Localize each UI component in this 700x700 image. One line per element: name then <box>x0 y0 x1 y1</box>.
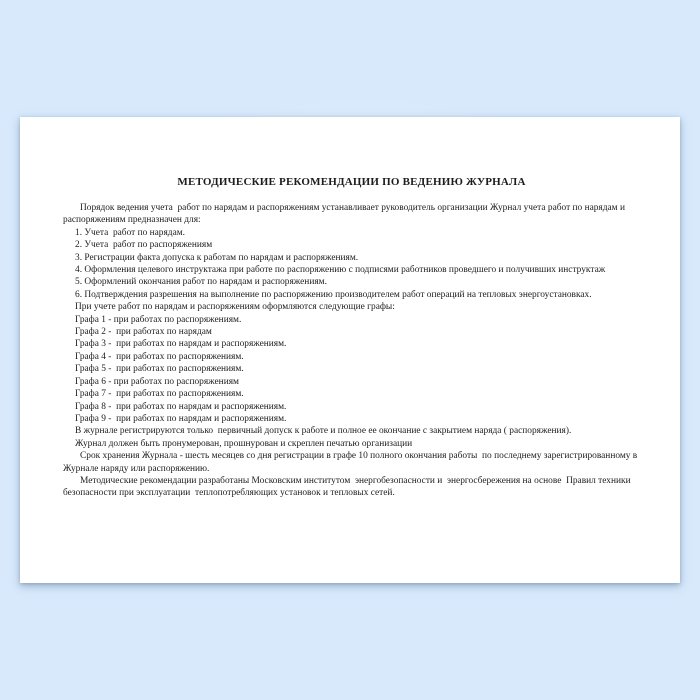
document-title: МЕТОДИЧЕСКИЕ РЕКОМЕНДАЦИИ ПО ВЕДЕНИЮ ЖУРНАЛА <box>177 176 526 188</box>
document-line: В журнале регистрируются только первичный допуск к работе и полное ее окончание с закрытием наряда ( распоряжения). <box>75 426 572 437</box>
document-body <box>63 202 640 500</box>
document-line: Порядок ведения учета работ по нарядам и распоряжениям устанавливает руководитель организации Журнал учета работ по нарядам и распоряжениям предназначен для: <box>63 203 628 226</box>
document-line: 6. Подтверждения разрешения на выполнение по распоряжению производителем работ операций на тепловых энергоустановках. <box>75 289 592 300</box>
document-line: 3. Регистрации факта допуска к работам по нарядам и распоряжениям. <box>75 252 359 263</box>
document-line: Графа 5 - при работах по распоряжениям. <box>75 364 244 375</box>
document-line: Графа 9 - при работах по нарядам и распоряжениям. <box>75 413 287 424</box>
document-line: 1. Учета работ по нарядам. <box>75 227 186 238</box>
document-line: Журнал должен быть пронумерован, прошнурован и скреплен печатью организации <box>75 438 413 449</box>
document-line: 4. Оформления целевого инструктажа при работе по распоряжению с подписями работников проведшего и получивших инструктаж <box>75 265 606 276</box>
document-line: Графа 8 - при работах по нарядам и распоряжениям. <box>75 401 287 412</box>
document-line: Графа 4 - при работах по распоряжениям. <box>75 351 244 362</box>
document-page <box>20 117 680 583</box>
document-line: При учете работ по нарядам и распоряжениям оформляются следующие графы: <box>75 302 395 313</box>
document-line: Графа 3 - при работах по нарядам и распоряжениям. <box>75 339 287 350</box>
document-line: Методические рекомендации разработаны Московским институтом энергобезопасности и энергосбережения на основе Правил техники безопасности при эксплуатации теплопотребляющих установок и тепловых сетей. <box>63 475 633 499</box>
document-line: Графа 6 - при работах по распоряжениям <box>75 376 239 387</box>
document-line: Графа 2 - при работах по нарядам <box>75 327 212 338</box>
document-line: 2. Учета работ по распоряжениям <box>75 240 213 251</box>
document-line: 5. Оформлений окончания работ по нарядам и распоряжениям. <box>75 277 327 288</box>
document-line: Графа 7 - при работах по распоряжениям. <box>75 389 244 400</box>
document-line: Срок хранения Журнала - шесть месяцев со дня регистрации в графе 10 полного окончания работы по последнему зарегистрированному в Журнале наряду или распоряжению. <box>63 451 640 474</box>
document-line: Графа 1 - при работах по распоряжениям. <box>75 314 242 325</box>
